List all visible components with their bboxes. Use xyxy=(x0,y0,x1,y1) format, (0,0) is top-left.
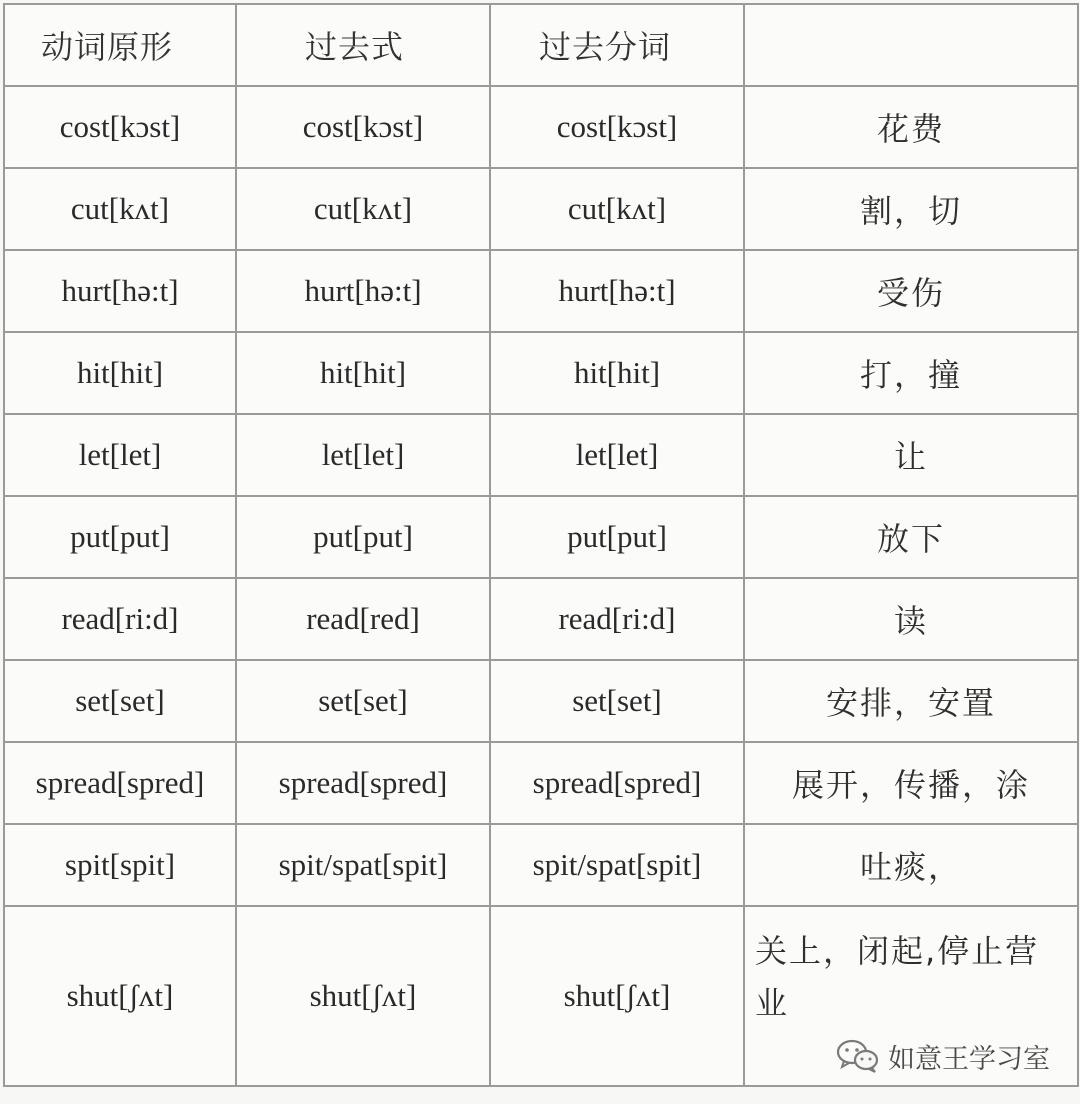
irregular-verb-table xyxy=(3,3,1079,1087)
cell-participle: put[put] xyxy=(490,496,744,578)
table-row xyxy=(4,332,1078,414)
cell-meaning: 读 xyxy=(744,578,1078,660)
cell-participle: read[ri:d] xyxy=(490,578,744,660)
cell-meaning: 吐痰， xyxy=(744,824,1078,906)
cell-participle: set[set] xyxy=(490,660,744,742)
cell-base: let[let] xyxy=(4,414,236,496)
cell-meaning: 放下 xyxy=(744,496,1078,578)
cell-base: hit[hit] xyxy=(4,332,236,414)
cell-meaning: 让 xyxy=(744,414,1078,496)
cell-participle: spread[spred] xyxy=(490,742,744,824)
cell-meaning: 打，撞 xyxy=(744,332,1078,414)
table-row xyxy=(4,742,1078,824)
cell-past: hurt[hə:t] xyxy=(236,250,490,332)
watermark-text: 如意王学习室 xyxy=(888,1043,1050,1075)
header-meaning xyxy=(744,4,1078,86)
cell-base: put[put] xyxy=(4,496,236,578)
cell-participle: shut[ʃʌt] xyxy=(490,906,744,1086)
cell-past: cut[kʌt] xyxy=(236,168,490,250)
cell-base: spit[spit] xyxy=(4,824,236,906)
cell-participle: hit[hit] xyxy=(490,332,744,414)
cell-past: spit/spat[spit] xyxy=(236,824,490,906)
table-header-row xyxy=(4,4,1078,86)
cell-base: cost[kɔst] xyxy=(4,86,236,168)
cell-past: put[put] xyxy=(236,496,490,578)
cell-meaning: 关上，闭起,停止营业 xyxy=(744,906,1078,1086)
cell-past: shut[ʃʌt] xyxy=(236,906,490,1086)
cell-past: spread[spred] xyxy=(236,742,490,824)
table-row xyxy=(4,578,1078,660)
header-past-participle: 过去分词 xyxy=(490,4,744,86)
cell-base: cut[kʌt] xyxy=(4,168,236,250)
cell-participle: cost[kɔst] xyxy=(490,86,744,168)
cell-past: set[set] xyxy=(236,660,490,742)
header-base-form: 动词原形 xyxy=(4,4,236,86)
header-past-tense: 过去式 xyxy=(236,4,490,86)
table-row xyxy=(4,660,1078,742)
wechat-icon xyxy=(836,1038,880,1074)
table-row xyxy=(4,496,1078,578)
cell-past: hit[hit] xyxy=(236,332,490,414)
cell-meaning: 展开，传播，涂 xyxy=(744,742,1078,824)
table-row xyxy=(4,168,1078,250)
cell-participle: let[let] xyxy=(490,414,744,496)
wechat-watermark xyxy=(836,1034,1050,1078)
cell-past: cost[kɔst] xyxy=(236,86,490,168)
cell-meaning: 安排，安置 xyxy=(744,660,1078,742)
cell-base: hurt[hə:t] xyxy=(4,250,236,332)
cell-meaning: 割，切 xyxy=(744,168,1078,250)
table-row xyxy=(4,414,1078,496)
cell-participle: spit/spat[spit] xyxy=(490,824,744,906)
table-row xyxy=(4,250,1078,332)
cell-past: let[let] xyxy=(236,414,490,496)
cell-meaning: 花费 xyxy=(744,86,1078,168)
cell-base: set[set] xyxy=(4,660,236,742)
cell-meaning: 受伤 xyxy=(744,250,1078,332)
cell-base: spread[spred] xyxy=(4,742,236,824)
table-row xyxy=(4,86,1078,168)
cell-base: read[ri:d] xyxy=(4,578,236,660)
table-row xyxy=(4,824,1078,906)
cell-past: read[red] xyxy=(236,578,490,660)
cell-participle: cut[kʌt] xyxy=(490,168,744,250)
cell-participle: hurt[hə:t] xyxy=(490,250,744,332)
cell-base: shut[ʃʌt] xyxy=(4,906,236,1086)
